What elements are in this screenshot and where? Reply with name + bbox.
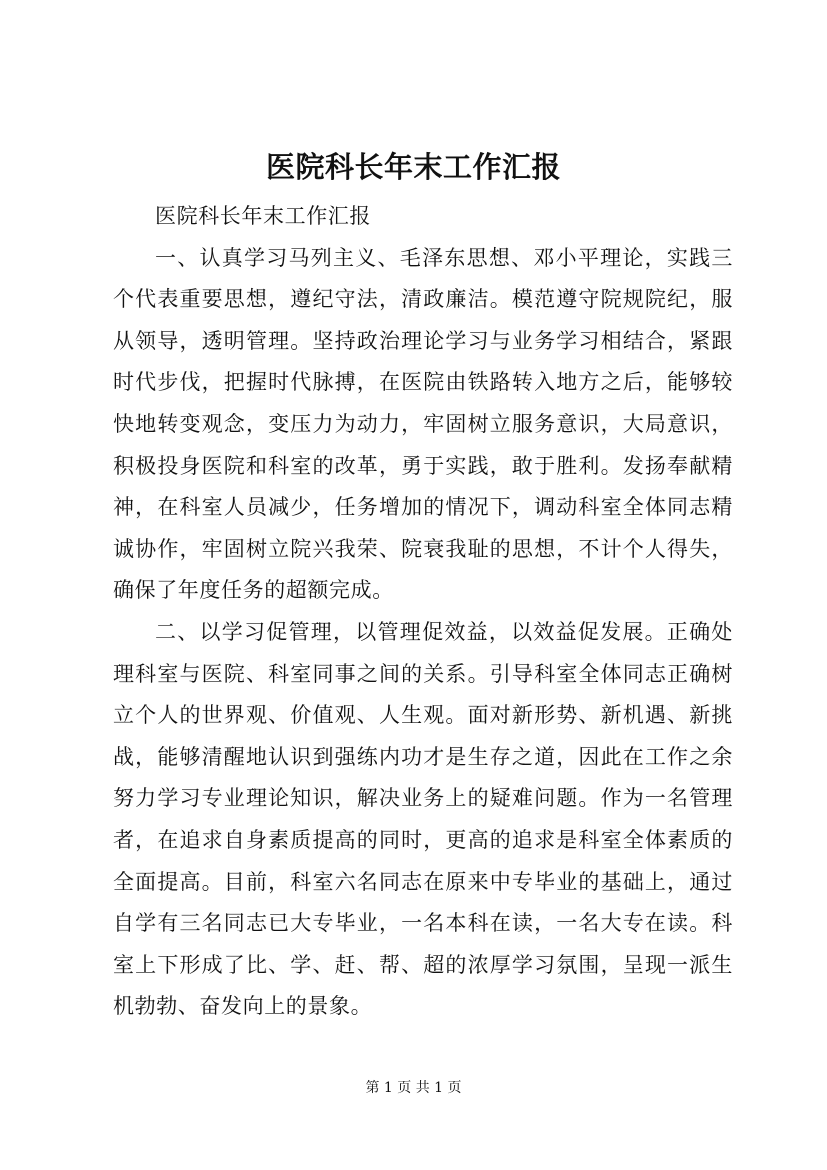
paragraph-2: 二、以学习促管理，以管理促效益，以效益促发展。正确处理科室与医院、科室同事之间的关系。引导科室全体同志正确树立个人的世界观、价值观、人生观。面对新形势、新机遇、新挑战，能够清醒地认识到强练内功才是生存之道，因此在工作之余努力学习专业理论知识，解决业务上的疑难问题。作为一名管理者，在追求自身素质提高的同时，更高的追求是科室全体素质的全面提高。目前，科室六名同志在原来中专毕业的基础上，通过自学有三名同志已大专毕业，一名本科在读，一名大专在读。科室上下形成了比、学、赶、帮、超的浓厚学习氛围，呈现一派生机勃勃、奋发向上的景象。	[113, 619, 733, 1019]
document-title: 医院科长年末工作汇报	[265, 150, 561, 184]
document-subtitle: 医院科长年末工作汇报	[155, 204, 371, 228]
document-body	[113, 196, 733, 1028]
page-footer: 第 1 页 共 1 页	[365, 1080, 462, 1096]
paragraph-1: 一、认真学习马列主义、毛泽东思想、邓小平理论，实践三个代表重要思想，遵纪守法，清政廉洁。模范遵守院规院纪，服从领导，透明管理。坚持政治理论学习与业务学习相结合，紧跟时代步伐，把握时代脉搏，在医院由铁路转入地方之后，能够较快地转变观念，变压力为动力，牢固树立服务意识，大局意识，积极投身医院和科室的改革，勇于实践，敢于胜利。发扬奉献精神，在科室人员减少，任务增加的情况下，调动科室全体同志精诚协作，牢固树立院兴我荣、院衰我耻的思想，不计个人得失，确保了年度任务的超额完成。	[113, 245, 733, 603]
